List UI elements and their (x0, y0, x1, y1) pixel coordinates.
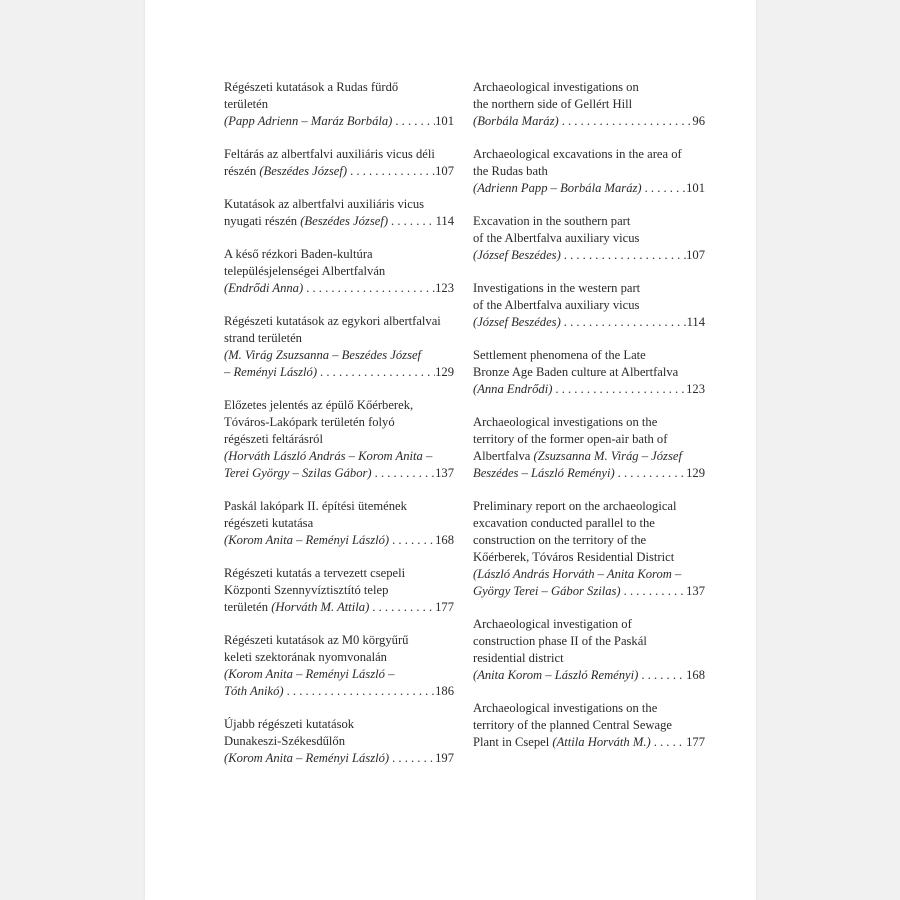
dot-leader (369, 599, 435, 616)
toc-entry-title-fragment (473, 314, 561, 331)
toc-entry-leader-line (473, 180, 705, 197)
toc-entry-authors: (József Beszédes) (473, 315, 561, 329)
page-number[interactable]: 137 (435, 466, 454, 480)
toc-entry-title-line: Preliminary report on the archaeological (473, 499, 677, 513)
toc-entry-title-fragment (224, 163, 347, 180)
page-number[interactable]: 123 (686, 382, 705, 396)
toc-entry (224, 79, 454, 130)
toc-entry-title-fragment (473, 113, 559, 130)
toc-entry (224, 716, 454, 767)
toc-entry (473, 414, 705, 482)
toc-entry-title-line: Központi Szennyvíztisztító telep (224, 583, 389, 597)
toc-entry-authors: Terei György – Szilas Gábor) (224, 466, 372, 480)
toc-entry (473, 280, 705, 331)
page-number[interactable]: 129 (435, 365, 454, 379)
toc-entry-title-fragment (473, 381, 552, 398)
toc-entry (224, 397, 454, 482)
dot-leader (389, 750, 435, 767)
page-number[interactable]: 107 (686, 248, 705, 262)
toc-entry-leader-line (224, 750, 454, 767)
toc-entry-title-fragment (224, 364, 317, 381)
toc-entry-title-fragment (224, 113, 392, 130)
toc-entry-mixed-line (473, 448, 705, 465)
toc-entry-authors: Beszédes – László Reményi) (473, 466, 615, 480)
toc-entry-authors: (László András Horváth – Anita Korom – (473, 567, 682, 581)
toc-entry-authors: (József Beszédes) (473, 248, 561, 262)
toc-entry-authors: (Borbála Maráz) (473, 114, 559, 128)
page-number[interactable]: 137 (686, 584, 705, 598)
english-contents-column (473, 79, 705, 767)
toc-entry-title-fragment (473, 180, 642, 197)
dot-leader (621, 583, 686, 600)
toc-entry-title-fragment: Albertfalva (473, 449, 534, 463)
toc-entry-title-fragment (473, 583, 621, 600)
toc-entry (473, 79, 705, 130)
page-number[interactable]: 177 (686, 735, 705, 749)
toc-entry-title-line: Investigations in the western part (473, 281, 641, 295)
toc-entry-title-line: construction phase II of the Paskál (473, 634, 647, 648)
dot-leader (347, 163, 435, 180)
toc-entry-title-fragment (224, 465, 372, 482)
toc-entry-title-fragment (224, 280, 303, 297)
dot-leader (388, 213, 436, 230)
toc-entry-title-line: Újabb régészeti kutatások (224, 717, 355, 731)
toc-entry-title-line: területén (224, 97, 269, 111)
dot-leader (638, 667, 686, 684)
page-number[interactable]: 168 (435, 533, 454, 547)
toc-entry-title-line: Régészeti kutatás a tervezett csepeli (224, 566, 406, 580)
hungarian-contents-column (224, 79, 454, 783)
toc-entry-title-fragment (224, 683, 284, 700)
page-number[interactable]: 96 (692, 114, 705, 128)
toc-entry-leader-line (473, 113, 705, 130)
dot-leader (559, 113, 693, 130)
toc-entry (224, 632, 454, 700)
toc-entry-authors: (Beszédes József) (300, 214, 389, 228)
toc-entry-leader-line (473, 247, 705, 264)
toc-entry (224, 196, 454, 230)
toc-entry-authors: (Korom Anita – Reményi László) (224, 751, 390, 765)
book-page (145, 0, 756, 900)
toc-entry-authors: (Beszédes József) (259, 164, 348, 178)
toc-entry-title-line: régészeti kutatása (224, 516, 314, 530)
toc-entry-leader-line (473, 734, 705, 751)
toc-entry-title-line: Excavation in the southern part (473, 214, 631, 228)
toc-entry-title-line: Settlement phenomena of the Late (473, 348, 646, 362)
toc-entry-title-line: Archaeological investigation of (473, 617, 632, 631)
toc-entry-title-line: Tóváros-Lakópark területén folyó (224, 415, 395, 429)
page-number[interactable]: 168 (686, 668, 705, 682)
toc-entry-title-tail: nyugati részén (224, 214, 301, 228)
toc-entry-leader-line (473, 465, 705, 482)
toc-entry-title-tail: területén (224, 600, 272, 614)
toc-entry-leader-line (224, 113, 454, 130)
toc-entry-title-line: településjelenségei Albertfalván (224, 264, 386, 278)
dot-leader (642, 180, 687, 197)
toc-entry-title-tail: részén (224, 164, 260, 178)
toc-entry-leader-line (224, 213, 454, 230)
toc-entry-leader-line (224, 532, 454, 549)
toc-entry-authors: (M. Virág Zsuzsanna – Beszédes József (224, 348, 422, 362)
toc-entry-authors: (Horváth M. Attila) (271, 600, 370, 614)
page-number[interactable]: 197 (435, 751, 454, 765)
page-number[interactable]: 107 (435, 164, 454, 178)
toc-entry-authors: – Reményi László) (224, 365, 318, 379)
toc-entry-title-line: of the Albertfalva auxiliary vicus (473, 298, 640, 312)
toc-entry-authors: (Horváth László András – Korom Anita – (224, 449, 433, 463)
toc-entry (224, 498, 454, 549)
toc-entry-title-fragment (224, 750, 389, 767)
dot-leader (303, 280, 435, 297)
toc-entry-title-line: Régészeti kutatások az M0 körgyűrű (224, 633, 409, 647)
toc-entry-title-fragment (224, 213, 388, 230)
toc-entry-title-line: Paskál lakópark II. építési ütemének (224, 499, 407, 513)
toc-entry-leader-line (473, 314, 705, 331)
toc-entry (224, 565, 454, 616)
toc-entry-title-line: Régészeti kutatások az egykori albertfalvai (224, 314, 441, 328)
toc-entry-title-line: the Rudas bath (473, 164, 548, 178)
toc-entry-title-fragment (224, 532, 389, 549)
page-number[interactable]: 129 (686, 466, 705, 480)
dot-leader (552, 381, 686, 398)
toc-entry-title-line: régészeti feltárásról (224, 432, 323, 446)
toc-entry-leader-line (473, 381, 705, 398)
toc-entry-leader-line (224, 280, 454, 297)
dot-leader (561, 314, 687, 331)
dot-leader (615, 465, 686, 482)
toc-entry (224, 313, 454, 381)
toc-entry-title-fragment (473, 734, 651, 751)
page-number[interactable]: 177 (435, 600, 454, 614)
toc-entry-title-line: A késő rézkori Baden-kultúra (224, 247, 373, 261)
toc-entry (473, 616, 705, 684)
toc-entry (473, 146, 705, 197)
toc-entry (224, 146, 454, 180)
toc-entry-title-line: Kőérberek, Tóváros Residential District (473, 550, 675, 564)
dot-leader (389, 532, 435, 549)
page-number[interactable]: 186 (435, 684, 454, 698)
toc-entry-title-line: the northern side of Gellért Hill (473, 97, 633, 111)
toc-entry-leader-line (224, 364, 454, 381)
toc-entry-title-line: territory of the former open-air bath of (473, 432, 668, 446)
toc-entry-title-line: Archaeological investigations on (473, 80, 639, 94)
toc-entry-title-line: residential district (473, 651, 564, 665)
toc-entry-title-line: territory of the planned Central Sewage (473, 718, 672, 732)
toc-entry-title-line: Előzetes jelentés az épülő Kőérberek, (224, 398, 414, 412)
toc-entry-title-fragment (473, 247, 561, 264)
toc-entry-title-line: Archaeological investigations on the (473, 701, 658, 715)
toc-entry-title-line: Dunakeszi-Székesdűlőn (224, 734, 346, 748)
toc-entry-leader-line (224, 465, 454, 482)
toc-entry-title-line: Feltárás az albertfalvi auxiliáris vicus déli (224, 147, 435, 161)
toc-entry-authors: (Anita Korom – László Reményi) (473, 668, 639, 682)
toc-entry-title-line: Kutatások az albertfalvi auxiliáris vicus (224, 197, 425, 211)
toc-entry-leader-line (224, 163, 454, 180)
toc-entry-title-fragment (473, 465, 615, 482)
dot-leader (561, 247, 686, 264)
toc-entry-title-line: Régészeti kutatások a Rudas fürdő (224, 80, 399, 94)
toc-entry-title-fragment (224, 599, 369, 616)
dot-leader (284, 683, 436, 700)
page-number[interactable]: 114 (435, 214, 454, 228)
toc-entry-leader-line (224, 683, 454, 700)
dot-leader (317, 364, 435, 381)
toc-entry-authors: (Korom Anita – Reményi László) (224, 533, 390, 547)
toc-entry-authors: (Papp Adrienn – Maráz Borbála) (224, 114, 393, 128)
dot-leader (372, 465, 435, 482)
toc-entry-title-line: Bronze Age Baden culture at Albertfalva (473, 365, 679, 379)
toc-entry-title-line: excavation conducted parallel to the (473, 516, 655, 530)
toc-entry-authors: (Zsuzsanna M. Virág – József (533, 449, 682, 463)
dot-leader (651, 734, 686, 751)
toc-entry-authors: (Anna Endrődi) (473, 382, 553, 396)
toc-entry-authors: (Adrienn Papp – Borbála Maráz) (473, 181, 642, 195)
page-number[interactable]: 101 (686, 181, 705, 195)
toc-entry-title-line: of the Albertfalva auxiliary vicus (473, 231, 640, 245)
toc-entry-authors: (Attila Horváth M.) (552, 735, 651, 749)
toc-entry-title-fragment (473, 667, 638, 684)
toc-entry-title-line: keleti szektorának nyomvonalán (224, 650, 387, 664)
toc-entry (473, 347, 705, 398)
toc-entry-title-line: Archaeological excavations in the area of (473, 147, 682, 161)
page-number[interactable]: 101 (435, 114, 454, 128)
toc-entry (473, 700, 705, 751)
toc-entry (473, 213, 705, 264)
toc-entry-title-tail: Plant in Csepel (473, 735, 553, 749)
toc-entry-authors: (Endrődi Anna) (224, 281, 304, 295)
toc-entry-authors: (Korom Anita – Reményi László – (224, 667, 395, 681)
toc-entry-title-line: strand területén (224, 331, 302, 345)
toc-entry-authors: Tóth Anikó) (224, 684, 284, 698)
dot-leader (392, 113, 435, 130)
toc-entry (224, 246, 454, 297)
toc-entry (473, 498, 705, 600)
toc-entry-authors: György Terei – Gábor Szilas) (473, 584, 621, 598)
page-number[interactable]: 114 (686, 315, 705, 329)
page-number[interactable]: 123 (435, 281, 454, 295)
toc-entry-title-line: Archaeological investigations on the (473, 415, 658, 429)
toc-entry-leader-line (473, 667, 705, 684)
toc-entry-title-line: construction on the territory of the (473, 533, 647, 547)
toc-entry-leader-line (224, 599, 454, 616)
toc-entry-leader-line (473, 583, 705, 600)
